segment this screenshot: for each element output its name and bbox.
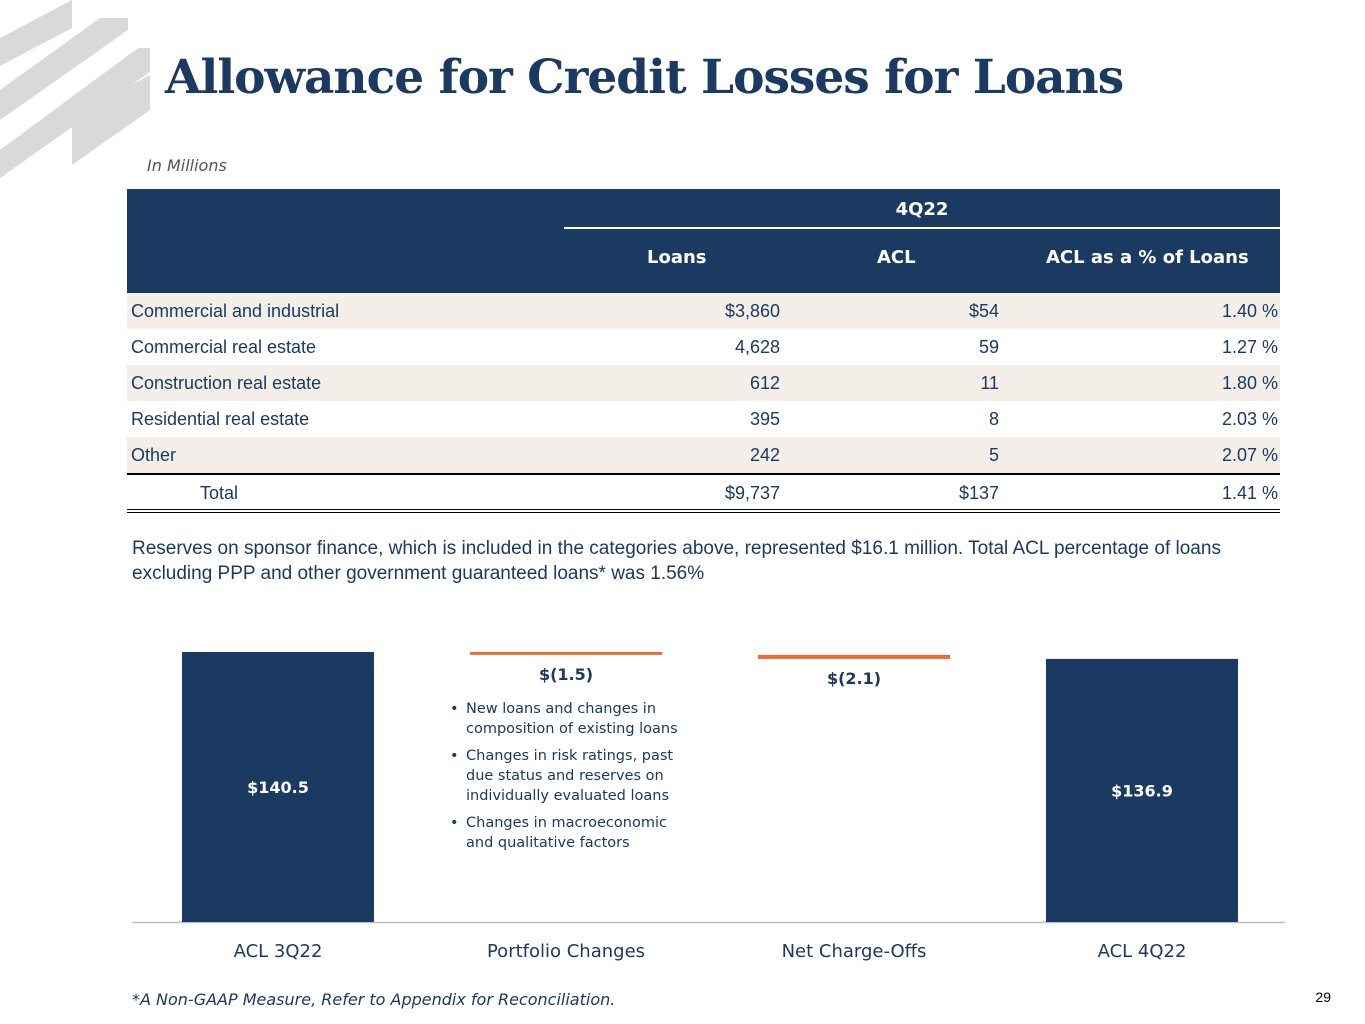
column-header-acl-pct: ACL as a % of Loans: [1046, 247, 1249, 268]
chart-data-label: $136.9: [1111, 781, 1173, 801]
row-category: Construction real estate: [131, 373, 322, 393]
total-loans: $9,737: [724, 483, 780, 503]
total-acl: $137: [958, 483, 999, 503]
period-header: 4Q22: [564, 189, 1280, 229]
page-number: 29: [1315, 989, 1331, 1005]
row-acl: 59: [978, 337, 999, 357]
units-label: In Millions: [147, 156, 227, 175]
row-acl-pct: 2.03 %: [1221, 409, 1278, 429]
row-category: Residential real estate: [131, 409, 310, 429]
row-category: Commercial and industrial: [131, 301, 340, 321]
chart-bar-net-charge-offs: [758, 655, 950, 659]
driver-item: • New loans and changes in composition of existing loans: [450, 699, 680, 739]
chart-category-label: ACL 3Q22: [233, 941, 323, 962]
column-header-loans: Loans: [647, 247, 707, 268]
driver-item: • Changes in macroeconomic and qualitative factors: [450, 813, 680, 853]
row-acl: $54: [968, 301, 999, 321]
row-acl-pct: 1.80 %: [1221, 373, 1278, 393]
driver-item: • Changes in risk ratings, past due status and reserves on individually evaluated loans: [450, 746, 680, 806]
row-acl-pct: 1.40 %: [1221, 301, 1278, 321]
column-header-acl: ACL: [877, 247, 916, 268]
chart-data-label: $(2.1): [826, 668, 882, 688]
chart-category-label: Net Charge-Offs: [781, 941, 927, 962]
row-loans: 4,628: [734, 337, 780, 357]
row-loans: 612: [749, 373, 780, 393]
portfolio-drivers-list: [450, 699, 680, 860]
sponsor-finance-note: Reserves on sponsor finance, which is included in the categories above, represented $16.1 million. Total ACL percentage of loans excluding PPP and other government guaranteed loans* was 1.56%: [132, 538, 1221, 584]
row-acl: 11: [980, 373, 999, 393]
chart-category-label: ACL 4Q22: [1097, 941, 1187, 962]
row-category: Commercial real estate: [131, 337, 317, 357]
row-acl-pct: 2.07 %: [1221, 445, 1278, 465]
chart-bar-portfolio-changes: [470, 652, 662, 655]
row-category: Other: [131, 445, 177, 465]
row-acl: 5: [988, 445, 999, 465]
row-acl-pct: 1.27 %: [1221, 337, 1278, 357]
chart-data-label: $(1.5): [538, 664, 594, 684]
chart-data-label: $140.5: [247, 778, 309, 797]
row-acl: 8: [988, 409, 999, 429]
row-loans: 242: [749, 445, 780, 465]
total-label: Total: [200, 483, 239, 503]
total-acl-pct: 1.41 %: [1221, 483, 1278, 503]
row-loans: 395: [749, 409, 780, 429]
footnote: *A Non-GAAP Measure, Refer to Appendix for Reconciliation.: [132, 990, 616, 1009]
page-title: Allowance for Credit Losses for Loans: [165, 50, 1124, 105]
chart-category-label: Portfolio Changes: [486, 941, 646, 962]
row-loans: $3,860: [724, 301, 780, 321]
